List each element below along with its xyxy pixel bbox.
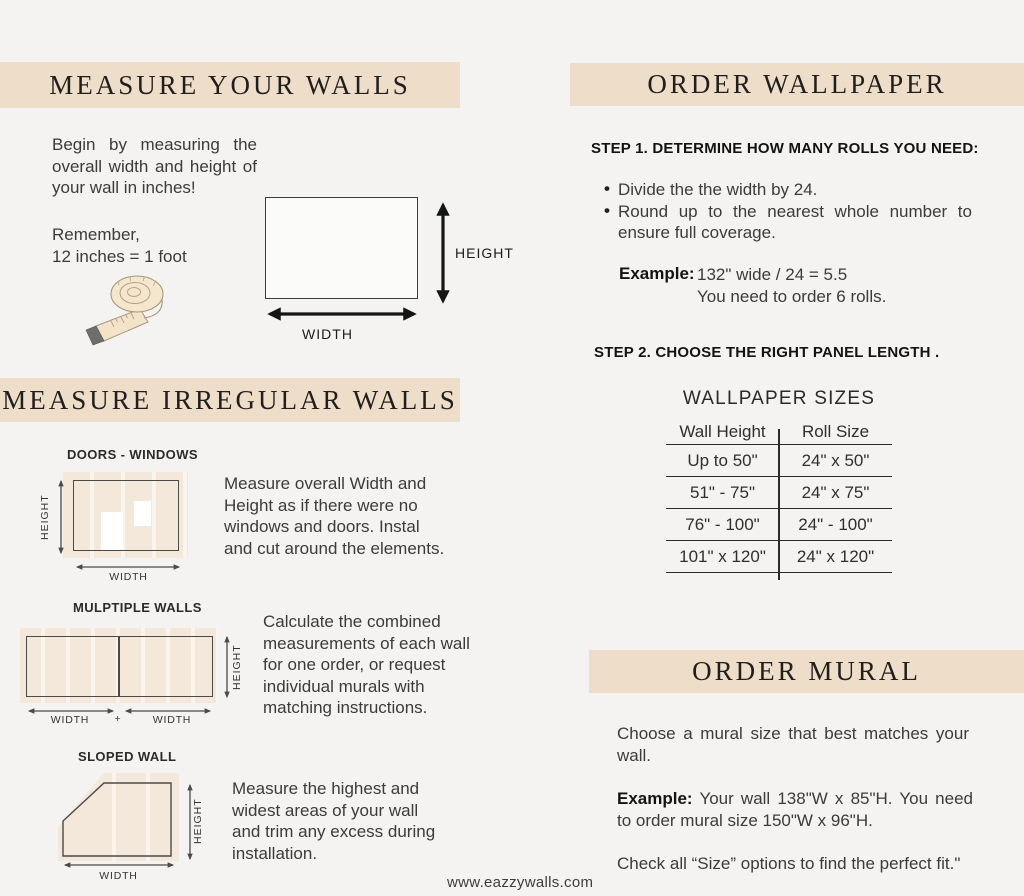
doors-wall-outline bbox=[73, 480, 179, 551]
height-arrow bbox=[433, 196, 453, 310]
height-label: HEIGHT bbox=[455, 245, 514, 261]
multiple-walls-heading: MULPTIPLE WALLS bbox=[73, 600, 202, 615]
section-title: ORDER WALLPAPER bbox=[647, 69, 947, 99]
roll-size-cell: 24" - 100" bbox=[798, 514, 873, 534]
window-cutout bbox=[134, 501, 151, 526]
section-title: MEASURE IRREGULAR WALLS bbox=[2, 384, 458, 415]
banner-measure-irregular-walls bbox=[0, 378, 460, 422]
remember-line-2: 12 inches = 1 foot bbox=[52, 246, 187, 266]
banner-order-wallpaper bbox=[570, 63, 1024, 106]
example-lines bbox=[697, 264, 886, 307]
section-title: MEASURE YOUR WALLS bbox=[49, 69, 411, 100]
doors-height-label: HEIGHT bbox=[39, 494, 51, 540]
example-calculation: 132" wide / 24 = 5.5 bbox=[697, 265, 848, 284]
column-header-roll-size: Roll Size bbox=[801, 421, 870, 441]
step2-heading: STEP 2. CHOOSE THE RIGHT PANEL LENGTH . bbox=[594, 344, 940, 361]
door-cutout bbox=[101, 512, 123, 550]
multiple-width-label-left: WIDTH bbox=[50, 714, 90, 726]
doors-width-label: WIDTH bbox=[109, 571, 148, 583]
multiple-width-label-right: WIDTH bbox=[152, 714, 192, 726]
example-label: Example: bbox=[619, 264, 695, 283]
banner-order-mural bbox=[589, 650, 1024, 693]
wall-diagram-rectangle bbox=[265, 197, 418, 299]
step1-heading: STEP 1. DETERMINE HOW MANY ROLLS YOU NEED: bbox=[591, 140, 979, 157]
wall-divider-line bbox=[118, 636, 120, 697]
bullet-round-up: • Round up to the nearest whole number to ensure full coverage. bbox=[604, 201, 972, 244]
sloped-height-label: HEIGHT bbox=[192, 798, 204, 844]
example-result: You need to order 6 rolls. bbox=[697, 286, 887, 306]
width-label: WIDTH bbox=[302, 326, 353, 342]
example-label: Example: bbox=[617, 789, 693, 808]
measure-intro-text: Begin by measuring the overall width and height of your wall in inches! bbox=[52, 135, 257, 197]
tape-measure-icon bbox=[80, 266, 190, 350]
table-vertical-divider bbox=[778, 429, 780, 580]
section-title: ORDER MURAL bbox=[692, 656, 921, 686]
wallpaper-sizes-title: WALLPAPER SIZES bbox=[682, 388, 876, 409]
remember-note bbox=[52, 224, 187, 267]
plus-sign: + bbox=[114, 713, 122, 725]
width-arrow bbox=[261, 305, 423, 323]
roll-size-cell: 24" x 120" bbox=[796, 546, 875, 566]
roll-size-cell: 24" x 50" bbox=[801, 450, 870, 470]
step1-bullet-list bbox=[604, 179, 972, 244]
sloped-wall-text: Measure the highest and widest areas of your wall and trim any excess during installation. bbox=[232, 779, 436, 863]
multiple-height-label: HEIGHT bbox=[231, 644, 243, 691]
doors-height-arrow bbox=[54, 476, 68, 558]
roll-size-cell: 24" x 75" bbox=[801, 482, 870, 502]
sloped-width-label: WIDTH bbox=[99, 870, 138, 882]
banner-measure-your-walls bbox=[0, 62, 460, 108]
column-header-wall-height: Wall Height bbox=[679, 421, 766, 441]
step1-example bbox=[619, 264, 886, 307]
wall-height-cell: 76" - 100" bbox=[685, 514, 760, 534]
doors-windows-heading: DOORS - WINDOWS bbox=[67, 447, 198, 462]
wall-height-cell: Up to 50" bbox=[687, 450, 758, 470]
mural-example bbox=[617, 788, 973, 831]
multiple-wall-outline bbox=[26, 636, 213, 697]
remember-line-1: Remember, bbox=[52, 225, 140, 244]
mural-example-text: Your wall 138"W x 85"H. You need to order mural size 150"W x 96"H. bbox=[617, 789, 974, 830]
wall-height-cell: 101" x 120" bbox=[679, 546, 766, 566]
doors-windows-text: Measure overall Width and Height as if there were no windows and doors. Instal and cut around the elements. bbox=[224, 474, 445, 558]
sloped-wall-heading: SLOPED WALL bbox=[78, 749, 177, 764]
wall-height-cell: 51" - 75" bbox=[690, 482, 755, 502]
mural-size-tip: Check all “Size” options to find the perfect fit." bbox=[617, 854, 961, 873]
multiple-walls-text: Calculate the combined measurements of each wall for one order, or request individual murals with matching instructions. bbox=[263, 612, 470, 717]
mural-intro-text: Choose a mural size that best matches your wall. bbox=[617, 724, 969, 765]
website-url: www.eazzywalls.com bbox=[447, 874, 594, 891]
bullet-divide-by-24: • Divide the the width by 24. bbox=[604, 179, 972, 201]
